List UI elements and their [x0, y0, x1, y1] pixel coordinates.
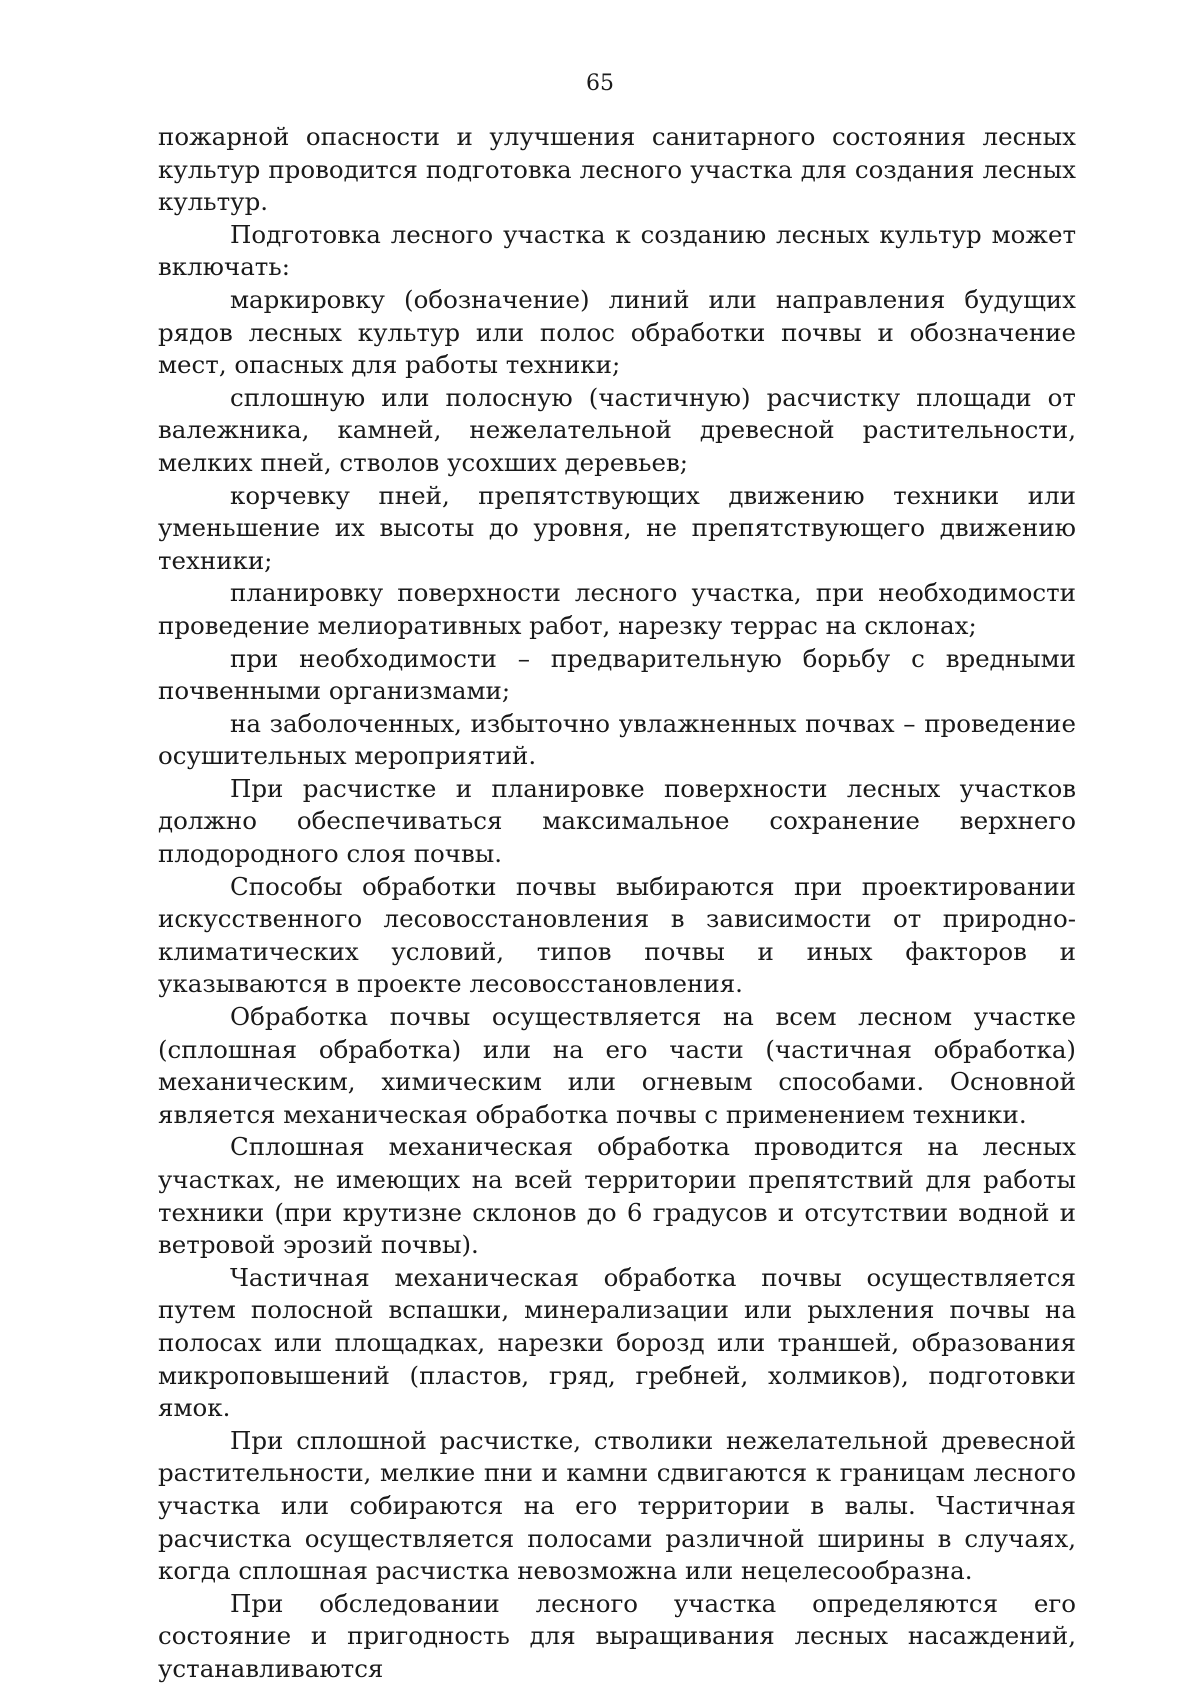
- paragraph: Частичная механическая обработка почвы осуществляется путем полосной вспашки, минерализации или рыхления почвы на полосах или площадках, нарезки борозд или траншей, образования микроповышений (пластов, гряд, гребней, холмиков), подготовки ямок.: [158, 1262, 1076, 1423]
- paragraph: пожарной опасности и улучшения санитарного состояния лесных культур проводится подготовка лесного участка для создания лесных культур.: [158, 122, 1076, 217]
- list-item: на заболоченных, избыточно увлажненных почвах – проведение осушительных мероприятий.: [158, 708, 1076, 771]
- paragraph: Сплошная механическая обработка проводится на лесных участках, не имеющих на всей территории препятствий для работы техники (при крутизне склонов до 6 градусов и отсутствии водной и ветровой эрозий почвы).: [158, 1132, 1076, 1260]
- paragraph: Способы обработки почвы выбираются при проектировании искусственного лесовосстановления в зависимости от природно-климатических условий, типов почвы и иных факторов и указываются в проекте лесовосстановления.: [158, 871, 1076, 999]
- paragraph: При расчистке и планировке поверхности лесных участков должно обеспечиваться максимальное сохранение верхнего плодородного слоя почвы.: [158, 773, 1076, 869]
- paragraph: При обследовании лесного участка определяются его состояние и пригодность для выращивания лесных насаждений, устанавливаются: [158, 1588, 1076, 1683]
- list-item: при необходимости – предварительную борьбу с вредными почвенными организмами;: [158, 643, 1076, 706]
- document-body: [158, 121, 1076, 1686]
- list-item: планировку поверхности лесного участка, при необходимости проведение мелиоративных работ, нарезку террас на склонах;: [158, 578, 1076, 640]
- paragraph: Обработка почвы осуществляется на всем лесном участке (сплошная обработка) или на его части (частичная обработка) механическим, химическим или огневым способами. Основной является механическая обработка почвы с применением техники.: [158, 1002, 1076, 1129]
- list-item: сплошную или полосную (частичную) расчистку площади от валежника, камней, нежелательной древесной растительности, мелких пней, стволов усохших деревьев;: [158, 382, 1076, 477]
- list-item: маркировку (обозначение) линий или направления будущих рядов лесных культур или полос обработки почвы и обозначение мест, опасных для работы техники;: [158, 284, 1076, 380]
- paragraph: При сплошной расчистке, стволики нежелательной древесной растительности, мелкие пни и камни сдвигаются к границам лесного участка или собираются на его территории в валы. Частичная расчистка осуществляется полосами различной ширины в случаях, когда сплошная расчистка невозможна или нецелесообразна.: [158, 1425, 1076, 1586]
- list-item: корчевку пней, препятствующих движению техники или уменьшение их высоты до уровня, не препятствующего движению техники;: [158, 480, 1076, 575]
- page-number: 65: [586, 71, 614, 96]
- paragraph: Подготовка лесного участка к созданию лесных культур может включать:: [158, 219, 1076, 282]
